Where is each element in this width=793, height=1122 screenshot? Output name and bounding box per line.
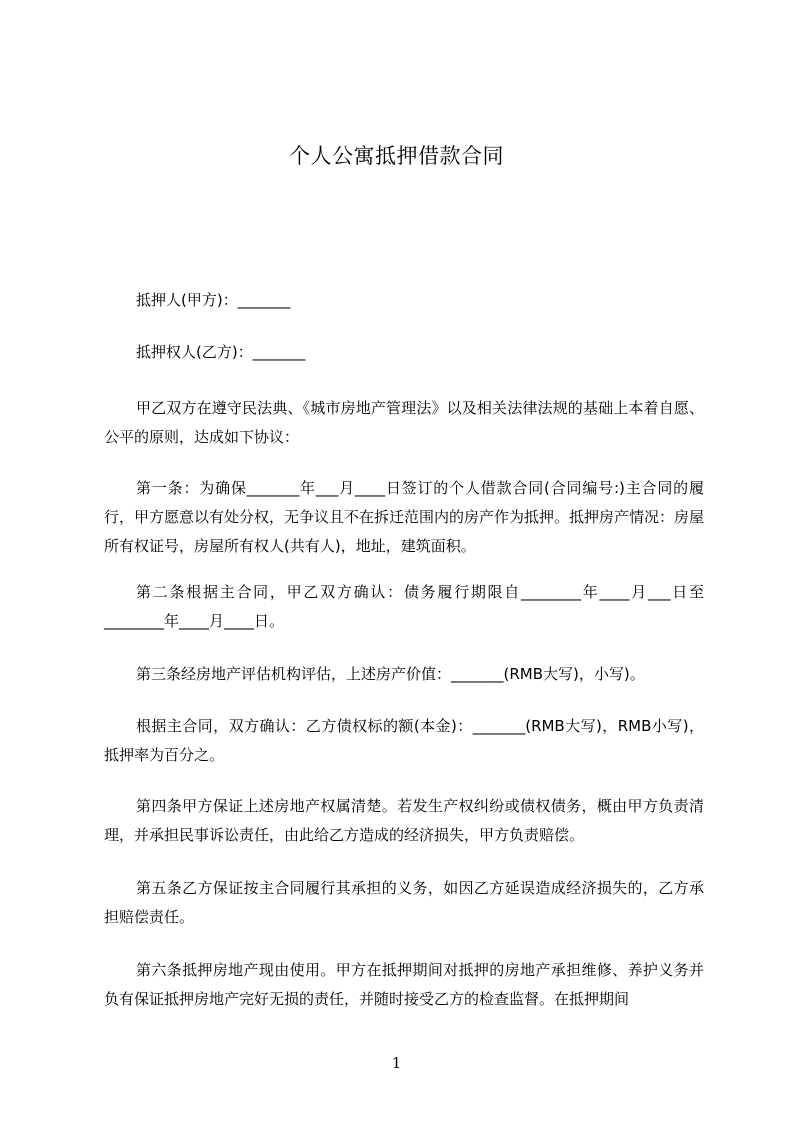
paragraph-article-6: 第六条抵押房地产现由使用。甲方在抵押期间对抵押的房地产承担维修、养护义务并负有保证抵押房地产完好无损的责任，并随时接受乙方的检查监督。在抵押期间 xyxy=(104,961,704,1008)
paragraph-preamble: 甲乙双方在遵守民法典、《城市房地产管理法》以及相关法律法规的基础上本着自愿、公平的原则，达成如下协议： xyxy=(104,399,704,446)
paragraph-article-1: 第一条：为确保_______年___月____日签订的个人借款合同(合同编号:)主合同的履行，甲方愿意以有处分权，无争议且不在拆迁范围内的房产作为抵押。抵押房产情况：房屋所有权证号，房屋所有权人(共有人)，地址，建筑面积。 xyxy=(104,479,705,555)
paragraph-mortgagee: 抵押权人(乙方)：_______ xyxy=(136,343,306,361)
page-number: 1 xyxy=(391,1054,402,1072)
paragraph-article-3: 第三条经房地产评估机构评估，上述房产价值：_______(RMB大写)，小写)。 xyxy=(136,665,645,683)
paragraph-article-5: 第五条乙方保证按主合同履行其承担的义务，如因乙方延误造成经济损失的，乙方承担赔偿责任。 xyxy=(104,879,704,926)
paragraph-mortgagor: 抵押人(甲方)：_______ xyxy=(136,291,291,309)
paragraph-article-4: 第四条甲方保证上述房地产权属清楚。若发生产权纠纷或债权债务，概由甲方负责清理，并承担民事诉讼责任，由此给乙方造成的经济损失，甲方负责赔偿。 xyxy=(104,797,704,844)
document-title: 个人公寓抵押借款合同 xyxy=(289,144,504,168)
paragraph-principal: 根据主合同，双方确认：乙方债权标的额(本金)：_______(RMB大写)，RMB小写)，抵押率为百分之。 xyxy=(104,717,704,764)
paragraph-article-2: 第二条根据主合同，甲乙双方确认：债务履行期限自________年____月___日至________年____月____日。 xyxy=(104,583,704,630)
